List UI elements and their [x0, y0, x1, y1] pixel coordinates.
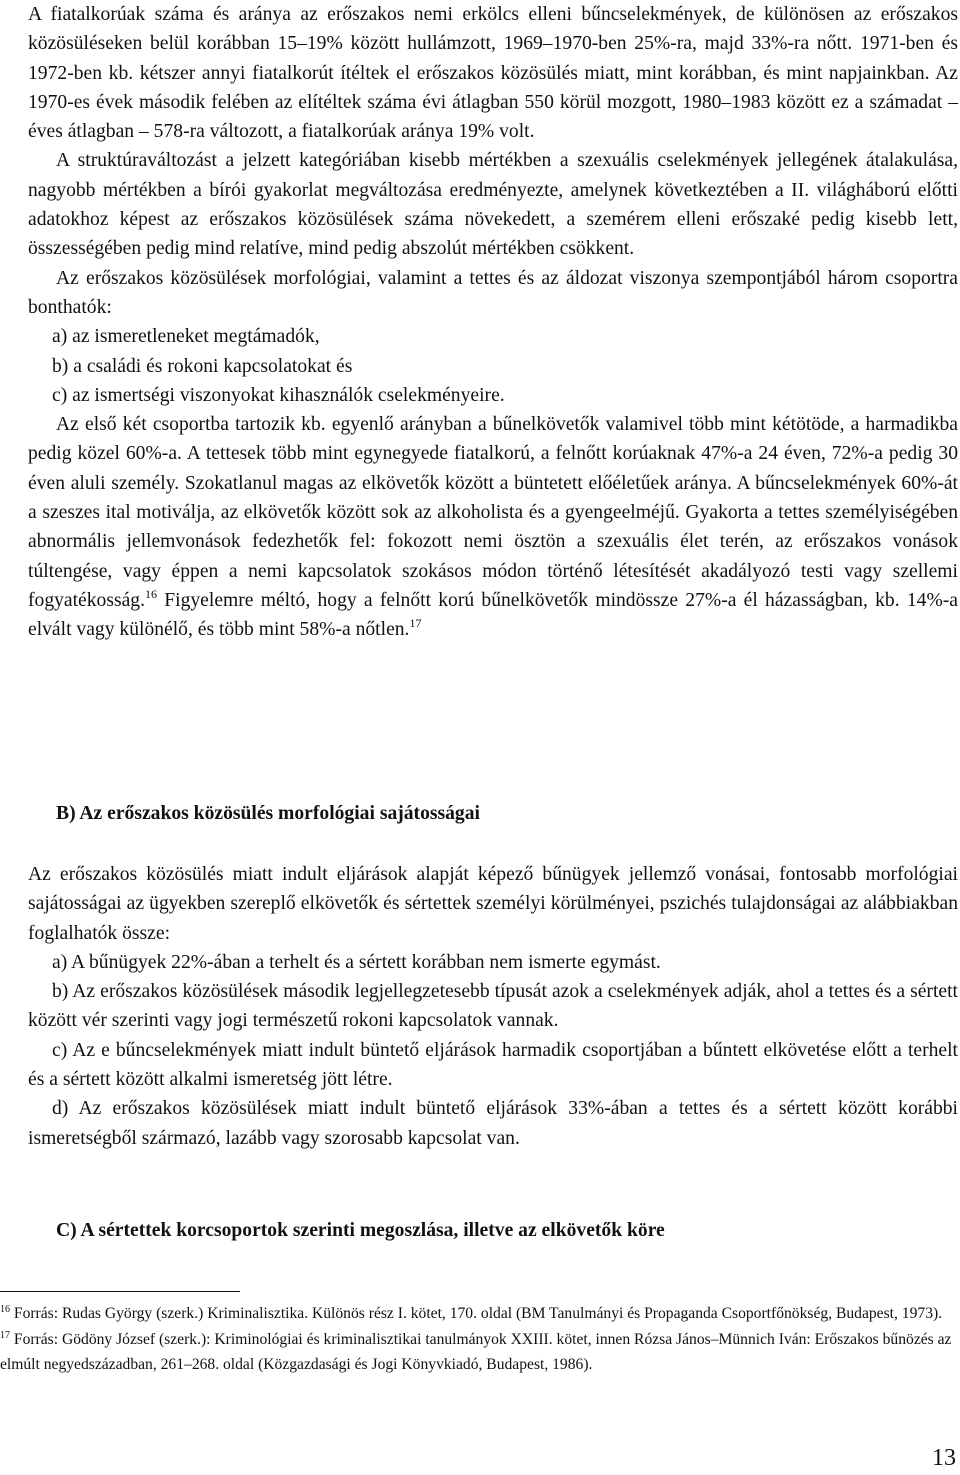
- section-heading-c: C) A sértettek korcsoportok szerinti megoszlása, illetve az elkövetők köre: [56, 1220, 665, 1241]
- section-heading-b: B) Az erőszakos közösülés morfológiai sajátosságai: [56, 803, 480, 824]
- paragraph-3: Az erőszakos közösülések morfológiai, valamint a tettes és az áldozat viszonya szempontjából három csoportra bonthatók:: [28, 267, 958, 318]
- section-b-item-c: c) Az e bűncselekmények miatt indult büntető eljárások harmadik csoportjában a bűntett elkövetése előtt a terhelt és a sértett között alkalmi ismeretség jött létre.: [28, 1039, 958, 1091]
- section-b-intro: Az erőszakos közösülés miatt indult eljárások alapját képező bűnügyek jellemző vonásai, fontosabb morfológiai sajátosságai az ügyekben szereplő elkövetők és sértettek személyi körülményei, pszichés tulajdonságai az alábbiakban foglalhatók össze:: [28, 864, 958, 944]
- section-b-item-d: d) Az erőszakos közösülések miatt indult büntető eljárások 33%-ában a tettes és a sértett között korábbi ismeretségből származó, lazább vagy szorosabb kapcsolat van.: [28, 1098, 958, 1149]
- list-item: b) a családi és rokoni kapcsolatokat és: [52, 355, 353, 377]
- footnote-text: Forrás: Rudas György (szerk.) Kriminalisztika. Különös rész I. kötet, 170. oldal (BM Tanulmányi és Propaganda Csoportfőnökség, Budapest, 1973).: [10, 1305, 943, 1322]
- footnote-number: 17: [0, 1329, 10, 1341]
- section-b-item-a: a) A bűnügyek 22%-ában a terhelt és a sértett korábban nem ismerte egymást.: [52, 951, 661, 973]
- main-text: [28, 0, 958, 645]
- paragraph-4-text: Az első két csoportba tartozik kb. egyenlő arányban a bűnelkövetők valamivel több mint kétötöde, a harmadikba pedig közel 60%-a. A tettesek több mint egynegyede fiatalkorú, a felnőtt korúaknak 47%-a 24 éven, 72%-a pedig 30 éven aluli személy. Szokatlanul magas az elkövetők között a büntetett előéletűek aránya. A bűncselekmények 60%-át a szeszes ital motiválja, az elkövetők között sok az alkoholista és a gyengeelméjű. Gyakorta a tettes személyiségében abnormális jellemvonások fedezhetők fel: fokozott nemi ösztön a szexuális élet terén, az erőszakos vonások túltengése, vagy éppen a nemi kapcsolatok szokásos módon történő létesítését akadályozó testi vagy szellemi fogyatékosság.: [28, 414, 958, 611]
- paragraph-4-text-cont: Figyelemre méltó, hogy a felnőtt korú bűnelkövetők mindössze 27%-a él házasságban, kb. 14%-a elvált vagy különélő, és több mint 58%-a nőtlen.: [28, 589, 958, 641]
- footnote-16: [0, 1301, 958, 1327]
- paragraph-1: A fiatalkorúak száma és aránya az erőszakos nemi erkölcs elleni bűncselekmények, de különösen az erőszakos közösüléseken belül korábban 15–19% között hullámzott, 1969–1970-ben 25%-ra, majd 33%-ra nőtt. 1971-ben és 1972-ben kb. kétszer annyi fiatalkorút ítéltek el erőszakos közösülés miatt, mint korábban, és mint napjainkban. Az 1970-es évek második felében az elítéltek száma évi átlagban 550 körül mozgott, 1980–1983 között ez a számadat – éves átlagban – 578-ra változott, a fiatalkorúak aránya 19% volt.: [28, 4, 958, 143]
- page-number: 13: [932, 1445, 956, 1471]
- footnote-17: [0, 1327, 958, 1378]
- footnotes: [0, 1301, 958, 1378]
- paragraph-4: [28, 410, 958, 644]
- footnote-text: Forrás: Gödöny József (szerk.): Kriminológiai és kriminalisztikai tanulmányok XXIII. kötet, innen Rózsa János–Münnich Iván: Erőszakos bűnözés az elmúlt negyedszázadban, 261–268. oldal (Közgazdasági és Jogi Könyvkiadó, Budapest, 1986).: [0, 1330, 952, 1373]
- footnote-ref-17[interactable]: 17: [409, 616, 422, 631]
- list-item: c) az ismertségi viszonyokat kihasználók cselekményeire.: [52, 384, 505, 406]
- footnote-number: 16: [0, 1304, 10, 1315]
- section-b-text: [28, 860, 958, 1153]
- list-item: a) az ismeretleneket megtámadók,: [52, 326, 320, 348]
- section-b-item-b: b) Az erőszakos közösülések második legjellegzetesebb típusát azok a cselekmények adják, ahol a tettes és a sértett között vér szerinti vagy jogi természetű rokoni kapcsolatok vannak.: [28, 981, 958, 1032]
- footnote-divider: [0, 1291, 240, 1292]
- footnote-ref-16[interactable]: 16: [145, 586, 157, 601]
- paragraph-2: A struktúraváltozást a jelzett kategóriában kisebb mértékben a szexuális cselekmények jellegének átalakulása, nagyobb mértékben a bírói gyakorlat megváltozása eredményezte, amelynek következtében a II. világháború előtti adatokhoz képest az erőszakos közösülések száma növekedett, a szemérem elleni erőszaké pedig kisebb lett, összességében pedig mind relatíve, mind pedig abszolút mértékben csökkent.: [28, 150, 958, 260]
